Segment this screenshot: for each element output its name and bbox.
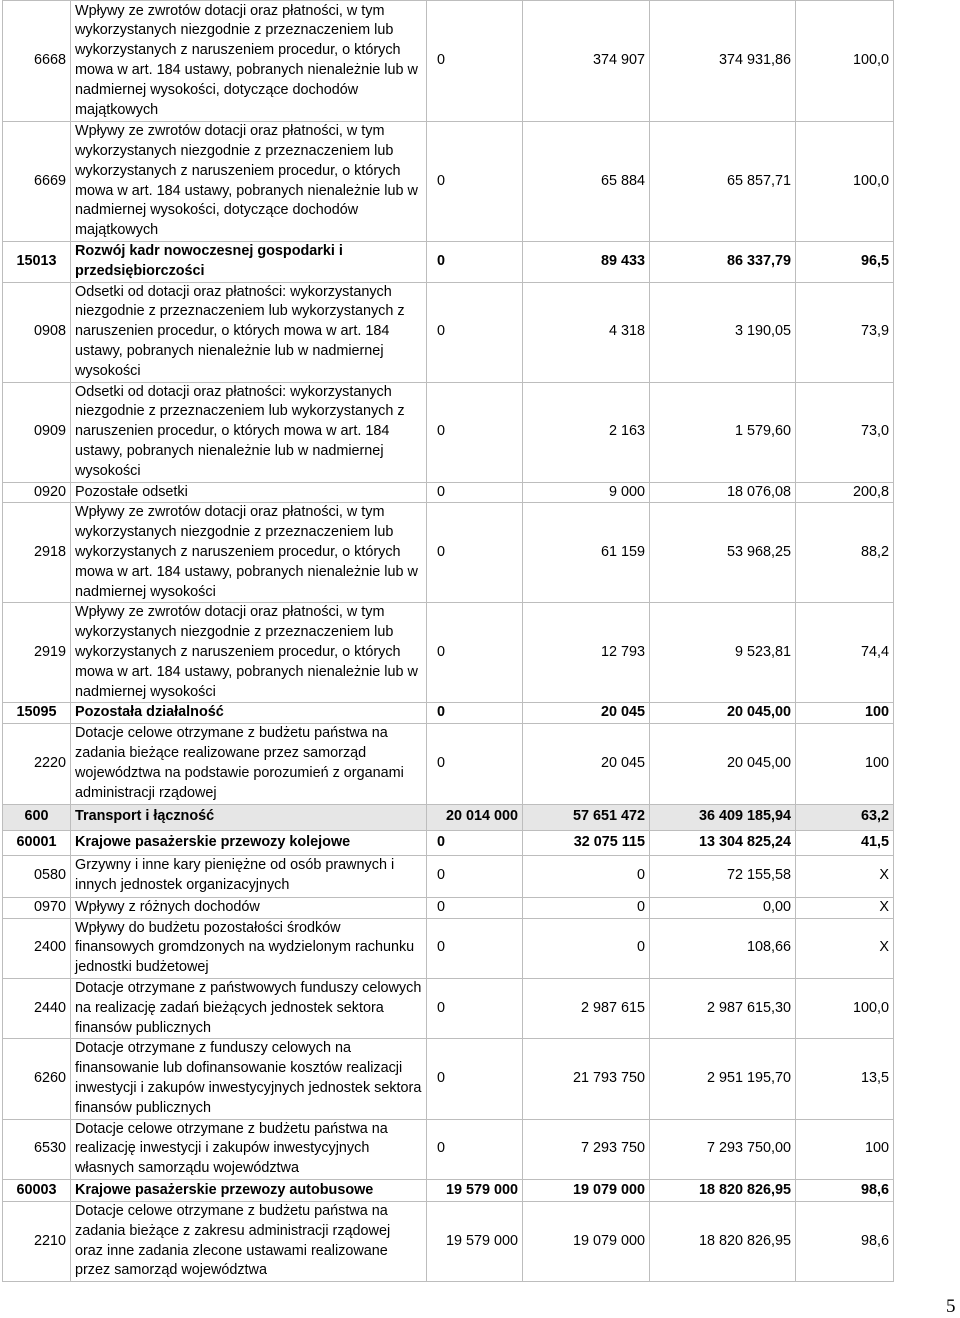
percent-value: 73,0	[796, 382, 894, 482]
table-row	[3, 1201, 894, 1281]
percent-value: 98,6	[796, 1201, 894, 1281]
execution-value: 2 951 195,70	[650, 1039, 796, 1119]
execution-value: 1 579,60	[650, 382, 796, 482]
plan-value: 0	[427, 830, 523, 855]
plan-after-change-value: 7 293 750	[523, 1119, 650, 1179]
execution-value: 72 155,58	[650, 855, 796, 897]
plan-after-change-value: 89 433	[523, 242, 650, 283]
plan-after-change-value: 2 163	[523, 382, 650, 482]
execution-value: 0,00	[650, 897, 796, 918]
table-row	[3, 503, 894, 603]
row-description: Odsetki od dotacji oraz płatności: wykorzystanych niezgodnie z przeznaczeniem lub wykorzystanych z naruszenien procedur, o których mowa w art. 184 ustawy, pobranych nienależnie lub w nadmiernej wysokości	[71, 382, 427, 482]
row-description: Dotacje celowe otrzymane z budżetu państwa na zadania bieżące z zakresu administracji rządowej oraz inne zadania zlecone ustawami realizowane przez samorząd województwa	[71, 1201, 427, 1281]
classification-code: 60001	[3, 830, 71, 855]
classification-code: 2918	[3, 503, 71, 603]
plan-value: 20 014 000	[427, 804, 523, 830]
execution-value: 374 931,86	[650, 1, 796, 122]
percent-value: 100,0	[796, 122, 894, 242]
row-description: Transport i łączność	[71, 804, 427, 830]
plan-value: 0	[427, 1, 523, 122]
plan-after-change-value: 4 318	[523, 282, 650, 382]
table-row	[3, 1119, 894, 1179]
classification-code: 2919	[3, 603, 71, 703]
plan-after-change-value: 0	[523, 855, 650, 897]
page-number: 5	[946, 1296, 956, 1317]
plan-after-change-value: 374 907	[523, 1, 650, 122]
row-description: Wpływy do budżetu pozostałości środków finansowych gromdzonych na wydzielonym rachunku jednostki budżetowej	[71, 918, 427, 978]
plan-value: 19 579 000	[427, 1201, 523, 1281]
table-row	[3, 603, 894, 703]
execution-value: 18 820 826,95	[650, 1179, 796, 1201]
percent-value: 74,4	[796, 603, 894, 703]
row-description: Pozostała działalność	[71, 703, 427, 724]
table-row	[3, 703, 894, 724]
row-description: Odsetki od dotacji oraz płatności: wykorzystanych niezgodnie z przeznaczeniem lub wykorzystanych z naruszenien procedur, o których mowa w art. 184 ustawy, pobranych nienależnie lub w nadmiernej wysokości	[71, 282, 427, 382]
execution-value: 36 409 185,94	[650, 804, 796, 830]
row-description: Wpływy ze zwrotów dotacji oraz płatności, w tym wykorzystanych niezgodnie z przeznaczeniem lub wykorzystanych z naruszeniem procedur, o których mowa w art. 184 ustawy, pobranych nienależnie lub w nadmiernej wysokości, dotyczące dochodów majątkowych	[71, 122, 427, 242]
execution-value: 18 076,08	[650, 482, 796, 503]
plan-value: 0	[427, 482, 523, 503]
table-row	[3, 978, 894, 1038]
classification-code: 15095	[3, 703, 71, 724]
percent-value: 200,8	[796, 482, 894, 503]
row-description: Dotacje celowe otrzymane z budżetu państwa na zadania bieżące realizowane przez samorząd województwa na podstawie porozumień z organami administracji rządowej	[71, 724, 427, 804]
percent-value: 88,2	[796, 503, 894, 603]
plan-value: 0	[427, 1119, 523, 1179]
percent-value: 100	[796, 724, 894, 804]
percent-value: X	[796, 897, 894, 918]
classification-code: 0970	[3, 897, 71, 918]
row-description: Dotacje otrzymane z państwowych funduszy celowych na realizację zadań bieżących jednostek sektora finansów publicznych	[71, 978, 427, 1038]
plan-after-change-value: 19 079 000	[523, 1201, 650, 1281]
table-row	[3, 918, 894, 978]
plan-after-change-value: 57 651 472	[523, 804, 650, 830]
plan-after-change-value: 20 045	[523, 724, 650, 804]
execution-value: 20 045,00	[650, 703, 796, 724]
percent-value: 13,5	[796, 1039, 894, 1119]
table-row	[3, 282, 894, 382]
plan-value: 0	[427, 724, 523, 804]
execution-value: 7 293 750,00	[650, 1119, 796, 1179]
row-description: Pozostałe odsetki	[71, 482, 427, 503]
plan-after-change-value: 9 000	[523, 482, 650, 503]
plan-value: 0	[427, 703, 523, 724]
row-description: Wpływy ze zwrotów dotacji oraz płatności, w tym wykorzystanych niezgodnie z przeznaczeniem lub wykorzystanych z naruszeniem procedur, o których mowa w art. 184 ustawy, pobranych nienależnie lub w nadmiernej wysokości, dotyczące dochodów majątkowych	[71, 1, 427, 122]
execution-value: 86 337,79	[650, 242, 796, 283]
execution-value: 53 968,25	[650, 503, 796, 603]
row-description: Dotacje otrzymane z funduszy celowych na finansowanie lub dofinansowanie kosztów realizacji inwestycji i zakupów inwestycyjnych jednostek sektora finansów publicznych	[71, 1039, 427, 1119]
execution-value: 13 304 825,24	[650, 830, 796, 855]
classification-code: 2440	[3, 978, 71, 1038]
table-row	[3, 242, 894, 283]
execution-value: 65 857,71	[650, 122, 796, 242]
table-row	[3, 855, 894, 897]
execution-value: 20 045,00	[650, 724, 796, 804]
plan-value: 0	[427, 382, 523, 482]
plan-after-change-value: 32 075 115	[523, 830, 650, 855]
classification-code: 0920	[3, 482, 71, 503]
percent-value: 100,0	[796, 978, 894, 1038]
plan-after-change-value: 12 793	[523, 603, 650, 703]
execution-value: 2 987 615,30	[650, 978, 796, 1038]
table-row	[3, 482, 894, 503]
plan-after-change-value: 21 793 750	[523, 1039, 650, 1119]
percent-value: 63,2	[796, 804, 894, 830]
percent-value: X	[796, 918, 894, 978]
plan-value: 0	[427, 603, 523, 703]
percent-value: 100,0	[796, 1, 894, 122]
classification-code: 2220	[3, 724, 71, 804]
classification-code: 0909	[3, 382, 71, 482]
table-row	[3, 897, 894, 918]
classification-code: 6669	[3, 122, 71, 242]
plan-value: 0	[427, 1039, 523, 1119]
plan-after-change-value: 2 987 615	[523, 978, 650, 1038]
budget-revenue-table	[2, 0, 894, 1282]
percent-value: 100	[796, 1119, 894, 1179]
classification-code: 0580	[3, 855, 71, 897]
classification-code: 15013	[3, 242, 71, 283]
plan-value: 0	[427, 503, 523, 603]
plan-value: 0	[427, 918, 523, 978]
percent-value: 73,9	[796, 282, 894, 382]
classification-code: 2400	[3, 918, 71, 978]
table-row	[3, 382, 894, 482]
plan-value: 0	[427, 897, 523, 918]
row-description: Krajowe pasażerskie przewozy autobusowe	[71, 1179, 427, 1201]
classification-code: 2210	[3, 1201, 71, 1281]
table-row	[3, 724, 894, 804]
execution-value: 108,66	[650, 918, 796, 978]
table-row	[3, 1179, 894, 1201]
percent-value: 41,5	[796, 830, 894, 855]
plan-after-change-value: 19 079 000	[523, 1179, 650, 1201]
percent-value: 98,6	[796, 1179, 894, 1201]
row-description: Wpływy z różnych dochodów	[71, 897, 427, 918]
table-row	[3, 830, 894, 855]
percent-value: 96,5	[796, 242, 894, 283]
row-description: Wpływy ze zwrotów dotacji oraz płatności, w tym wykorzystanych niezgodnie z przeznaczeniem lub wykorzystanych z naruszeniem procedur, o których mowa w art. 184 ustawy, pobranych nienależnie lub w nadmiernej wysokości	[71, 603, 427, 703]
classification-code: 60003	[3, 1179, 71, 1201]
plan-value: 0	[427, 282, 523, 382]
plan-after-change-value: 61 159	[523, 503, 650, 603]
plan-after-change-value: 0	[523, 897, 650, 918]
row-description: Grzywny i inne kary pieniężne od osób prawnych i innych jednostek organizacyjnych	[71, 855, 427, 897]
table-row	[3, 122, 894, 242]
plan-after-change-value: 0	[523, 918, 650, 978]
classification-code: 0908	[3, 282, 71, 382]
classification-code: 600	[3, 804, 71, 830]
classification-code: 6260	[3, 1039, 71, 1119]
classification-code: 6530	[3, 1119, 71, 1179]
plan-value: 0	[427, 122, 523, 242]
plan-after-change-value: 20 045	[523, 703, 650, 724]
plan-value: 0	[427, 978, 523, 1038]
row-description: Krajowe pasażerskie przewozy kolejowe	[71, 830, 427, 855]
plan-value: 0	[427, 855, 523, 897]
row-description: Rozwój kadr nowoczesnej gospodarki i przedsiębiorczości	[71, 242, 427, 283]
percent-value: 100	[796, 703, 894, 724]
execution-value: 9 523,81	[650, 603, 796, 703]
execution-value: 18 820 826,95	[650, 1201, 796, 1281]
plan-value: 19 579 000	[427, 1179, 523, 1201]
row-description: Wpływy ze zwrotów dotacji oraz płatności, w tym wykorzystanych niezgodnie z przeznaczeniem lub wykorzystanych z naruszeniem procedur, o których mowa w art. 184 ustawy, pobranych nienależnie lub w nadmiernej wysokości	[71, 503, 427, 603]
execution-value: 3 190,05	[650, 282, 796, 382]
classification-code: 6668	[3, 1, 71, 122]
row-description: Dotacje celowe otrzymane z budżetu państwa na realizację inwestycji i zakupów inwestycyjnych własnych samorządu województwa	[71, 1119, 427, 1179]
table-row	[3, 1039, 894, 1119]
table-row	[3, 804, 894, 830]
plan-value: 0	[427, 242, 523, 283]
table-row	[3, 1, 894, 122]
percent-value: X	[796, 855, 894, 897]
plan-after-change-value: 65 884	[523, 122, 650, 242]
